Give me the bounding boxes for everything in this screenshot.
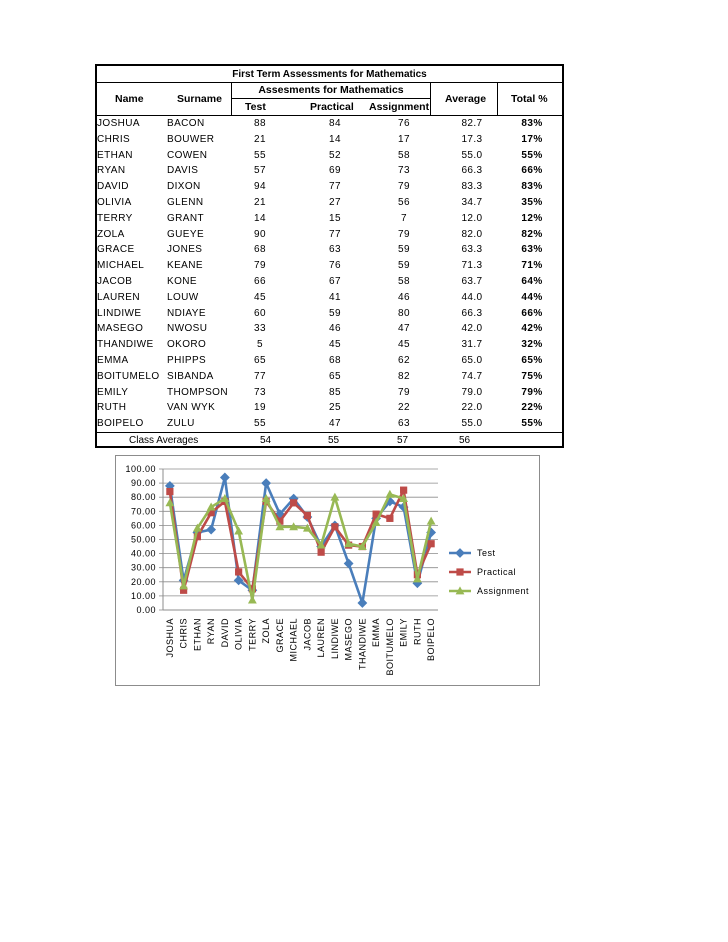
cell-surname: BOUWER xyxy=(167,133,215,145)
table-row xyxy=(97,385,566,401)
cell-test: 88 xyxy=(254,118,266,129)
data-point-test xyxy=(221,473,229,481)
x-tick-label: CHRIS xyxy=(178,618,189,649)
cell-total: 82% xyxy=(521,228,543,240)
cell-average: 71.3 xyxy=(461,260,483,272)
cell-name: CHRIS xyxy=(97,133,131,145)
data-point-test xyxy=(262,479,270,487)
cell-assignment: 79 xyxy=(398,181,410,193)
class-average-practical: 55 xyxy=(328,435,340,446)
class-average-test: 54 xyxy=(260,435,272,446)
cell-average: 83.3 xyxy=(461,181,483,193)
x-tick-label: BOIPELO xyxy=(426,618,437,662)
data-point-assignment xyxy=(234,526,243,534)
table-row xyxy=(97,321,566,337)
cell-test: 21 xyxy=(254,133,266,145)
class-average-assignment: 57 xyxy=(397,435,409,446)
cell-total: 66% xyxy=(521,307,543,319)
table-row xyxy=(97,116,566,132)
cell-test: 90 xyxy=(254,228,266,240)
cell-surname: KONE xyxy=(167,276,197,287)
cell-assignment: 59 xyxy=(398,244,410,256)
cell-test: 60 xyxy=(254,307,266,319)
cell-name: MASEGO xyxy=(97,323,144,335)
cell-practical: 63 xyxy=(329,244,341,256)
cell-average: 44.0 xyxy=(461,291,483,303)
cell-total: 75% xyxy=(521,370,543,382)
table-row xyxy=(97,211,566,227)
cell-total: 83% xyxy=(521,118,543,129)
cell-average: 55.0 xyxy=(461,418,483,430)
cell-total: 32% xyxy=(521,339,543,351)
x-tick-label: OLIVIA xyxy=(233,618,244,651)
cell-total: 17% xyxy=(521,133,543,145)
cell-name: GRACE xyxy=(97,244,135,256)
cell-test: 55 xyxy=(254,418,266,430)
data-point-assignment xyxy=(385,490,394,498)
cell-assignment: 62 xyxy=(398,355,410,366)
cell-test: 45 xyxy=(254,291,266,303)
x-tick-label: TERRY xyxy=(247,618,258,651)
header-divider xyxy=(497,82,498,115)
cell-average: 63.7 xyxy=(461,276,483,287)
cell-surname: GUEYE xyxy=(167,228,205,240)
cell-test: 57 xyxy=(254,165,266,177)
cell-test: 21 xyxy=(254,197,266,208)
y-tick-label: 70.00 xyxy=(130,506,156,517)
data-point-practical xyxy=(304,512,311,519)
legend-marker xyxy=(456,568,463,575)
cell-total: 66% xyxy=(521,165,543,177)
cell-average: 63.3 xyxy=(461,244,483,256)
cell-practical: 67 xyxy=(329,276,341,287)
assessment-line-chart xyxy=(115,455,540,686)
cell-name: BOITUMELO xyxy=(97,370,160,382)
header-divider xyxy=(430,82,431,115)
cell-practical: 25 xyxy=(329,402,341,414)
x-tick-label: THANDIWE xyxy=(357,618,368,670)
cell-assignment: 76 xyxy=(398,118,410,129)
assessment-table xyxy=(95,64,564,448)
class-averages-row xyxy=(97,434,566,448)
data-point-test xyxy=(358,599,366,607)
cell-total: 22% xyxy=(521,402,543,414)
cell-name: ETHAN xyxy=(97,149,133,161)
table-row xyxy=(97,400,566,416)
cell-total: 65% xyxy=(521,355,543,366)
table-row xyxy=(97,416,566,432)
y-tick-label: 20.00 xyxy=(130,576,156,587)
legend-label: Test xyxy=(477,548,496,558)
table-row xyxy=(97,148,566,164)
cell-practical: 77 xyxy=(329,181,341,193)
class-average-overall: 56 xyxy=(459,435,471,446)
cell-name: EMILY xyxy=(97,386,129,398)
cell-practical: 47 xyxy=(329,418,341,430)
table-title: First Term Assessments for Mathematics xyxy=(97,67,562,83)
cell-assignment: 73 xyxy=(398,165,410,177)
cell-assignment: 58 xyxy=(398,276,410,287)
cell-total: 55% xyxy=(521,149,543,161)
cell-practical: 65 xyxy=(329,370,341,382)
table-row xyxy=(97,242,566,258)
cell-assignment: 63 xyxy=(398,418,410,430)
cell-total: 83% xyxy=(521,181,543,193)
y-tick-label: 30.00 xyxy=(130,562,156,573)
cell-assignment: 80 xyxy=(398,307,410,319)
cell-total: 64% xyxy=(521,276,543,287)
y-tick-label: 0.00 xyxy=(136,605,156,615)
cell-surname: SIBANDA xyxy=(167,370,214,382)
footer-divider xyxy=(97,432,562,433)
data-point-assignment xyxy=(248,596,257,604)
cell-average: 74.7 xyxy=(461,370,483,382)
cell-test: 79 xyxy=(254,260,266,272)
cell-average: 66.3 xyxy=(461,307,483,319)
cell-total: 71% xyxy=(521,260,543,272)
cell-assignment: 47 xyxy=(398,323,410,335)
cell-practical: 68 xyxy=(329,355,341,366)
cell-practical: 41 xyxy=(329,291,341,303)
header-average: Average xyxy=(445,93,487,105)
cell-practical: 76 xyxy=(329,260,341,272)
cell-surname: OKORO xyxy=(167,339,207,351)
y-tick-label: 90.00 xyxy=(130,478,156,489)
cell-practical: 52 xyxy=(329,149,341,161)
cell-assignment: 7 xyxy=(401,212,407,224)
table-row xyxy=(97,337,566,353)
cell-test: 14 xyxy=(254,212,266,224)
cell-practical: 46 xyxy=(329,323,341,335)
cell-average: 17.3 xyxy=(461,133,483,145)
cell-surname: NDIAYE xyxy=(167,307,206,319)
header-total: Total % xyxy=(511,93,548,105)
cell-practical: 59 xyxy=(329,307,341,319)
data-point-practical xyxy=(235,568,242,575)
legend-marker xyxy=(456,549,464,557)
cell-assignment: 79 xyxy=(398,386,410,398)
y-tick-label: 10.00 xyxy=(130,590,156,601)
cell-total: 63% xyxy=(521,244,543,256)
cell-surname: DIXON xyxy=(167,181,201,193)
y-tick-label: 50.00 xyxy=(130,534,156,545)
cell-name: TERRY xyxy=(97,212,133,224)
cell-name: JACOB xyxy=(97,276,133,287)
cell-name: JOSHUA xyxy=(97,118,140,129)
cell-name: RUTH xyxy=(97,402,127,414)
cell-practical: 77 xyxy=(329,228,341,240)
y-tick-label: 100.00 xyxy=(125,464,156,474)
legend-label: Practical xyxy=(477,567,517,577)
cell-practical: 27 xyxy=(329,197,341,208)
cell-name: DAVID xyxy=(97,181,129,193)
data-point-test xyxy=(207,525,215,533)
data-point-practical xyxy=(290,499,297,506)
cell-total: 35% xyxy=(521,197,543,208)
cell-total: 12% xyxy=(521,212,543,224)
cell-assignment: 17 xyxy=(398,133,410,145)
cell-average: 79.0 xyxy=(461,386,483,398)
cell-total: 42% xyxy=(521,323,543,335)
cell-assignment: 46 xyxy=(398,291,410,303)
cell-practical: 45 xyxy=(329,339,341,351)
cell-assignment: 22 xyxy=(398,402,410,414)
cell-name: MICHAEL xyxy=(97,260,145,272)
cell-average: 12.0 xyxy=(461,212,483,224)
header-name: Name xyxy=(115,93,144,105)
table-row xyxy=(97,227,566,243)
cell-test: 55 xyxy=(254,149,266,161)
cell-test: 77 xyxy=(254,370,266,382)
cell-surname: COWEN xyxy=(167,149,208,161)
cell-surname: BACON xyxy=(167,118,205,129)
cell-surname: LOUW xyxy=(167,291,199,303)
class-averages-label: Class Averages xyxy=(129,435,199,446)
cell-assignment: 59 xyxy=(398,260,410,272)
table-row xyxy=(97,179,566,195)
table-row xyxy=(97,258,566,274)
chart-canvas xyxy=(116,456,541,687)
header-practical: Practical xyxy=(310,101,354,113)
header-surname: Surname xyxy=(177,93,222,105)
x-tick-label: BOITUMELO xyxy=(384,618,395,676)
cell-test: 33 xyxy=(254,323,266,335)
data-point-test xyxy=(344,559,352,567)
data-point-practical xyxy=(318,549,325,556)
cell-assignment: 82 xyxy=(398,370,410,382)
cell-surname: THOMPSON xyxy=(167,386,228,398)
y-tick-label: 40.00 xyxy=(130,548,156,559)
cell-test: 94 xyxy=(254,181,266,193)
cell-total: 44% xyxy=(521,291,543,303)
header-test: Test xyxy=(245,101,266,113)
data-point-practical xyxy=(386,515,393,522)
data-point-practical xyxy=(331,523,338,530)
header-group: Assesments for Mathematics xyxy=(258,84,404,96)
cell-total: 55% xyxy=(521,418,543,430)
cell-test: 66 xyxy=(254,276,266,287)
cell-assignment: 56 xyxy=(398,197,410,208)
cell-test: 5 xyxy=(257,339,263,351)
cell-practical: 84 xyxy=(329,118,341,129)
data-point-assignment xyxy=(330,493,339,501)
x-tick-label: GRACE xyxy=(274,618,285,653)
header-divider xyxy=(231,98,430,99)
x-tick-label: DAVID xyxy=(219,618,230,648)
cell-name: OLIVIA xyxy=(97,197,132,208)
cell-practical: 85 xyxy=(329,386,341,398)
cell-practical: 69 xyxy=(329,165,341,177)
cell-practical: 14 xyxy=(329,133,341,145)
cell-name: EMMA xyxy=(97,355,129,366)
x-tick-label: LINDIWE xyxy=(329,618,340,660)
cell-surname: NWOSU xyxy=(167,323,208,335)
cell-test: 19 xyxy=(254,402,266,414)
x-tick-label: RUTH xyxy=(412,618,423,645)
table-row xyxy=(97,306,566,322)
cell-average: 42.0 xyxy=(461,323,483,335)
cell-average: 31.7 xyxy=(461,339,483,351)
x-tick-label: LAUREN xyxy=(316,618,327,658)
cell-name: RYAN xyxy=(97,165,126,177)
cell-surname: KEANE xyxy=(167,260,203,272)
cell-surname: JONES xyxy=(167,244,203,256)
data-point-practical xyxy=(400,487,407,494)
cell-surname: GRANT xyxy=(167,212,204,224)
table-row xyxy=(97,195,566,211)
cell-practical: 15 xyxy=(329,212,341,224)
cell-average: 82.0 xyxy=(461,228,483,240)
series-line-practical xyxy=(170,490,431,590)
cell-test: 73 xyxy=(254,386,266,398)
cell-average: 65.0 xyxy=(461,355,483,366)
table-row xyxy=(97,274,566,290)
y-tick-label: 60.00 xyxy=(130,520,156,531)
cell-name: ZOLA xyxy=(97,228,125,240)
x-tick-label: ETHAN xyxy=(192,618,203,652)
cell-average: 34.7 xyxy=(461,197,483,208)
cell-test: 65 xyxy=(254,355,266,366)
cell-surname: VAN WYK xyxy=(167,402,216,414)
cell-surname: GLENN xyxy=(167,197,204,208)
data-point-assignment xyxy=(427,517,436,525)
x-tick-label: MASEGO xyxy=(343,618,354,661)
cell-name: LINDIWE xyxy=(97,307,142,319)
x-tick-label: JACOB xyxy=(302,618,313,651)
cell-average: 66.3 xyxy=(461,165,483,177)
cell-test: 68 xyxy=(254,244,266,256)
cell-surname: DAVIS xyxy=(167,165,199,177)
x-tick-label: MICHAEL xyxy=(288,618,299,662)
table-row xyxy=(97,163,566,179)
cell-average: 55.0 xyxy=(461,149,483,161)
x-tick-label: JOSHUA xyxy=(164,618,175,658)
cell-name: BOIPELO xyxy=(97,418,144,430)
table-row xyxy=(97,353,566,369)
cell-name: LAUREN xyxy=(97,291,140,303)
legend-label: Assignment xyxy=(477,586,530,596)
cell-name: THANDIWE xyxy=(97,339,154,351)
x-tick-label: ZOLA xyxy=(261,618,272,644)
data-point-practical xyxy=(428,540,435,547)
x-tick-label: EMMA xyxy=(371,618,382,647)
data-point-practical xyxy=(166,488,173,495)
cell-average: 22.0 xyxy=(461,402,483,414)
cell-total: 79% xyxy=(521,386,543,398)
y-tick-label: 80.00 xyxy=(130,492,156,503)
cell-assignment: 58 xyxy=(398,149,410,161)
x-tick-label: EMILY xyxy=(398,618,409,647)
cell-assignment: 45 xyxy=(398,339,410,351)
header-assignment: Assignment xyxy=(369,101,430,113)
cell-surname: ZULU xyxy=(167,418,195,430)
table-row xyxy=(97,290,566,306)
cell-average: 82.7 xyxy=(461,118,483,129)
table-row xyxy=(97,132,566,148)
table-row xyxy=(97,369,566,385)
cell-assignment: 79 xyxy=(398,228,410,240)
x-tick-label: RYAN xyxy=(206,618,217,645)
cell-surname: PHIPPS xyxy=(167,355,207,366)
